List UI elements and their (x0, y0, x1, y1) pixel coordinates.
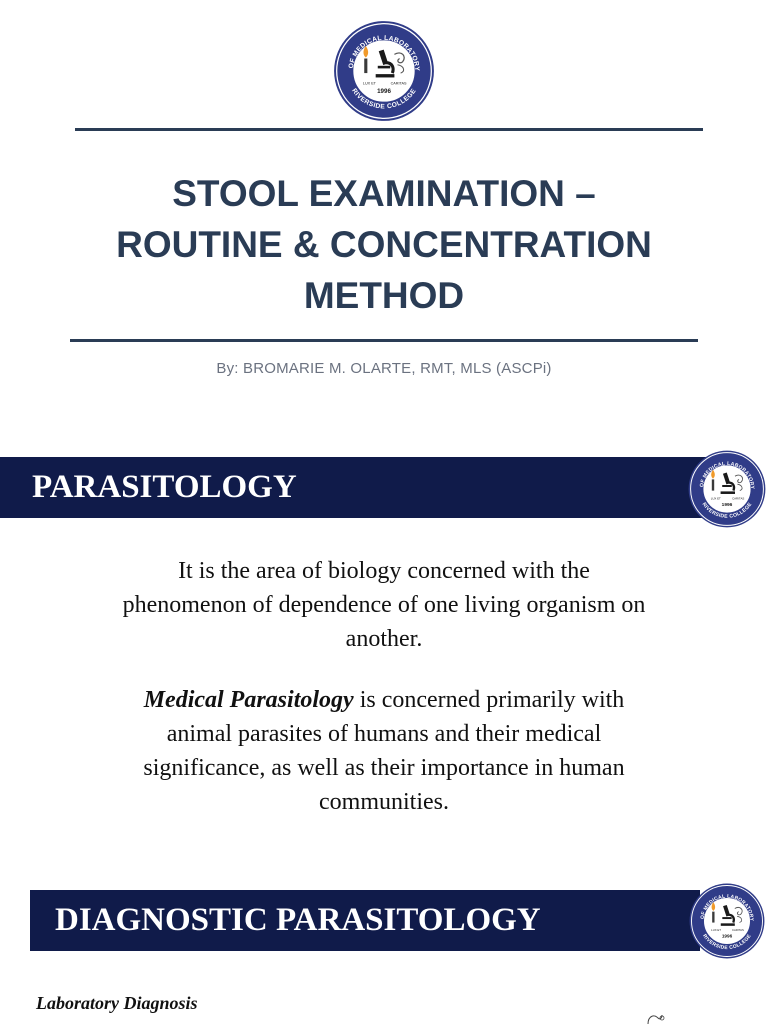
title-line-1: STOOL EXAMINATION – (172, 173, 596, 214)
title-bottom-rule (70, 339, 698, 342)
definition-line-3: another. (345, 626, 423, 652)
presentation-title (40, 168, 728, 321)
college-seal-logo (332, 19, 436, 123)
title-line-2: ROUTINE & CONCENTRATION (116, 224, 652, 265)
medical-line-1-rest: is concerned primarily with (353, 687, 625, 713)
medical-line-1 (40, 683, 728, 717)
title-top-rule (75, 128, 703, 131)
cropped-icon (640, 1012, 670, 1024)
parasitology-definition (40, 554, 728, 656)
medical-line-4: communities. (319, 789, 449, 815)
section-banner-diagnostic (30, 890, 700, 951)
section-banner-parasitology (0, 457, 707, 518)
medical-parasitology-term: Medical Parasitology (143, 687, 354, 713)
medical-parasitology-paragraph (40, 683, 728, 819)
section-title-diagnostic: DIAGNOSTIC PARASITOLOGY (55, 902, 541, 938)
college-seal-logo (688, 882, 766, 960)
laboratory-diagnosis-heading: Laboratory Diagnosis (36, 993, 198, 1013)
medical-line-3: significance, as well as their importance in human (143, 755, 625, 781)
medical-line-2: animal parasites of humans and their medical (166, 721, 602, 747)
author-byline: By: BROMARIE M. OLARTE, RMT, MLS (ASCPi) (216, 360, 552, 377)
section-title-parasitology: PARASITOLOGY (32, 469, 297, 505)
title-line-3: METHOD (303, 275, 465, 316)
definition-line-2: phenomenon of dependence of one living organism on (122, 592, 646, 618)
college-seal-logo (687, 449, 767, 529)
definition-line-1: It is the area of biology concerned with the (178, 558, 590, 584)
